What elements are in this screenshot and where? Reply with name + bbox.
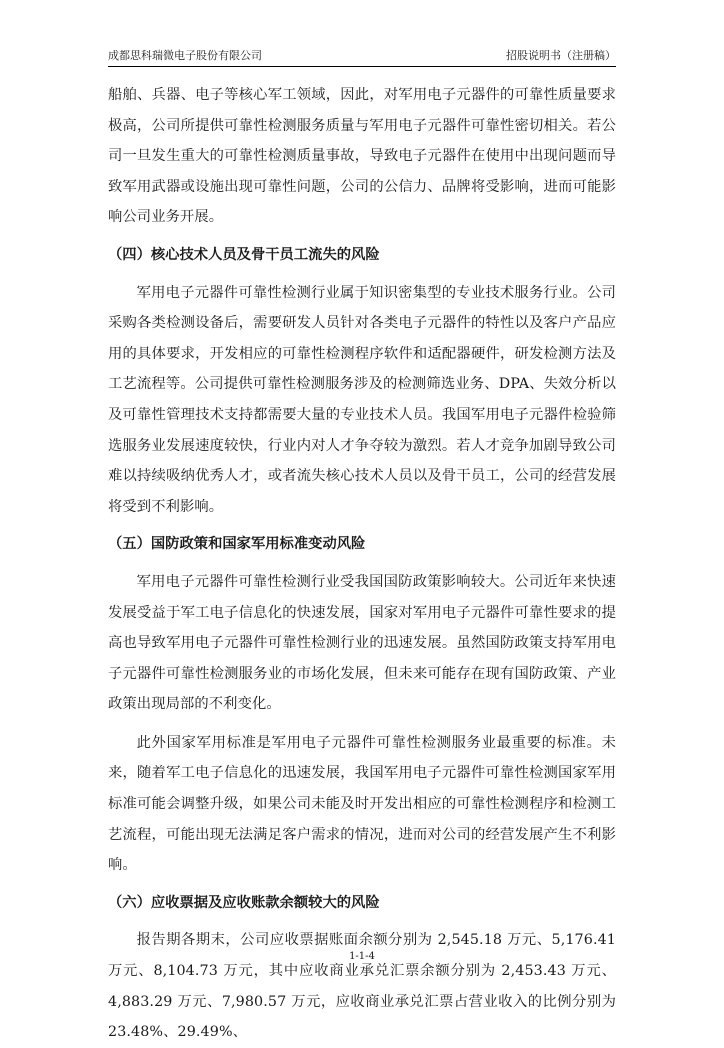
paragraph-continued: 船舶、兵器、电子等核心军工领域，因此，对军用电子元器件的可靠性质量要求极高，公司所提供可靠性检测服务质量与军用电子元器件可靠性密切相关。若公司一旦发生重大的可靠性检测质量事故，导致电子元器件在使用中出现问题而导致军用武器或设施出现可靠性问题，公司的公信力、品牌将受影响，进而可能影响公司业务开展。 xyxy=(108,87,616,226)
header-company-name: 成都思科瑞微电子股份有限公司 xyxy=(108,49,262,62)
header-divider xyxy=(108,66,616,67)
paragraph-receivables-risk: 报告期各期末，公司应收票据账面余额分别为 2,545.18 万元、5,176.41 万元、8,104.73 万元，其中应收商业承兑汇票余额分别为 2,453.43 万元、4,883.29 万元、7,980.57 万元，应收商业承兑汇票占营业收入的比例分别为 23.48%、29.49%、 xyxy=(108,932,616,1041)
page-body xyxy=(108,80,616,1048)
section-heading-6: （六）应收票据及应收账款余额较大的风险 xyxy=(108,894,380,911)
header-document-type: 招股说明书（注册稿） xyxy=(506,49,616,62)
section-heading-5: （五）国防政策和国家军用标准变动风险 xyxy=(108,536,366,553)
paragraph-military-standard-risk: 此外国家军用标准是军用电子元器件可靠性检测服务业最重要的标准。未来，随着军工电子信息化的迅速发展，我国军用电子元器件可靠性检测国家军用标准可能会调整升级，如果公司未能及时开发出相应的可靠性检测程序和检测工艺流程，可能出现无法满足客户需求的情况，进而对公司的经营发展产生不利影响。 xyxy=(108,734,616,874)
paragraph-core-staff-risk: 军用电子元器件可靠性检测行业属于知识密集型的专业技术服务行业。公司采购各类检测设备后，需要研发人员针对各类电子元器件的特性以及客户产品应用的具体要求，开发相应的可靠性检测程序软件和适配器硬件，研发检测方法及工艺流程等。公司提供可靠性检测服务涉及的检测筛选业务、DPA、失效分析以及可靠性管理技术支持都需要大量的专业技术人员。我国军用电子元器件检验筛选服务业发展速度较快，行业内对人才争夺较为激烈。若人才竞争加剧导致公司难以持续吸纳优秀人才，或者流失核心技术人员以及骨干员工，公司的经营发展将受到不利影响。 xyxy=(108,284,616,515)
page-header xyxy=(108,47,616,65)
page-number: 1-1-4 xyxy=(349,951,375,962)
paragraph-defense-policy-risk: 军用电子元器件可靠性检测行业受我国国防政策影响较大。公司近年来快速发展受益于军工电子信息化的快速发展，国家对军用电子元器件可靠性要求的提高也导致军用电子元器件可靠性检测行业的迅速发展。虽然国防政策支持军用电子元器件可靠性检测服务业的市场化发展，但未来可能存在现有国防政策、产业政策出现局部的不利变化。 xyxy=(108,573,616,713)
section-heading-4: （四）核心技术人员及骨干员工流失的风险 xyxy=(108,246,380,263)
